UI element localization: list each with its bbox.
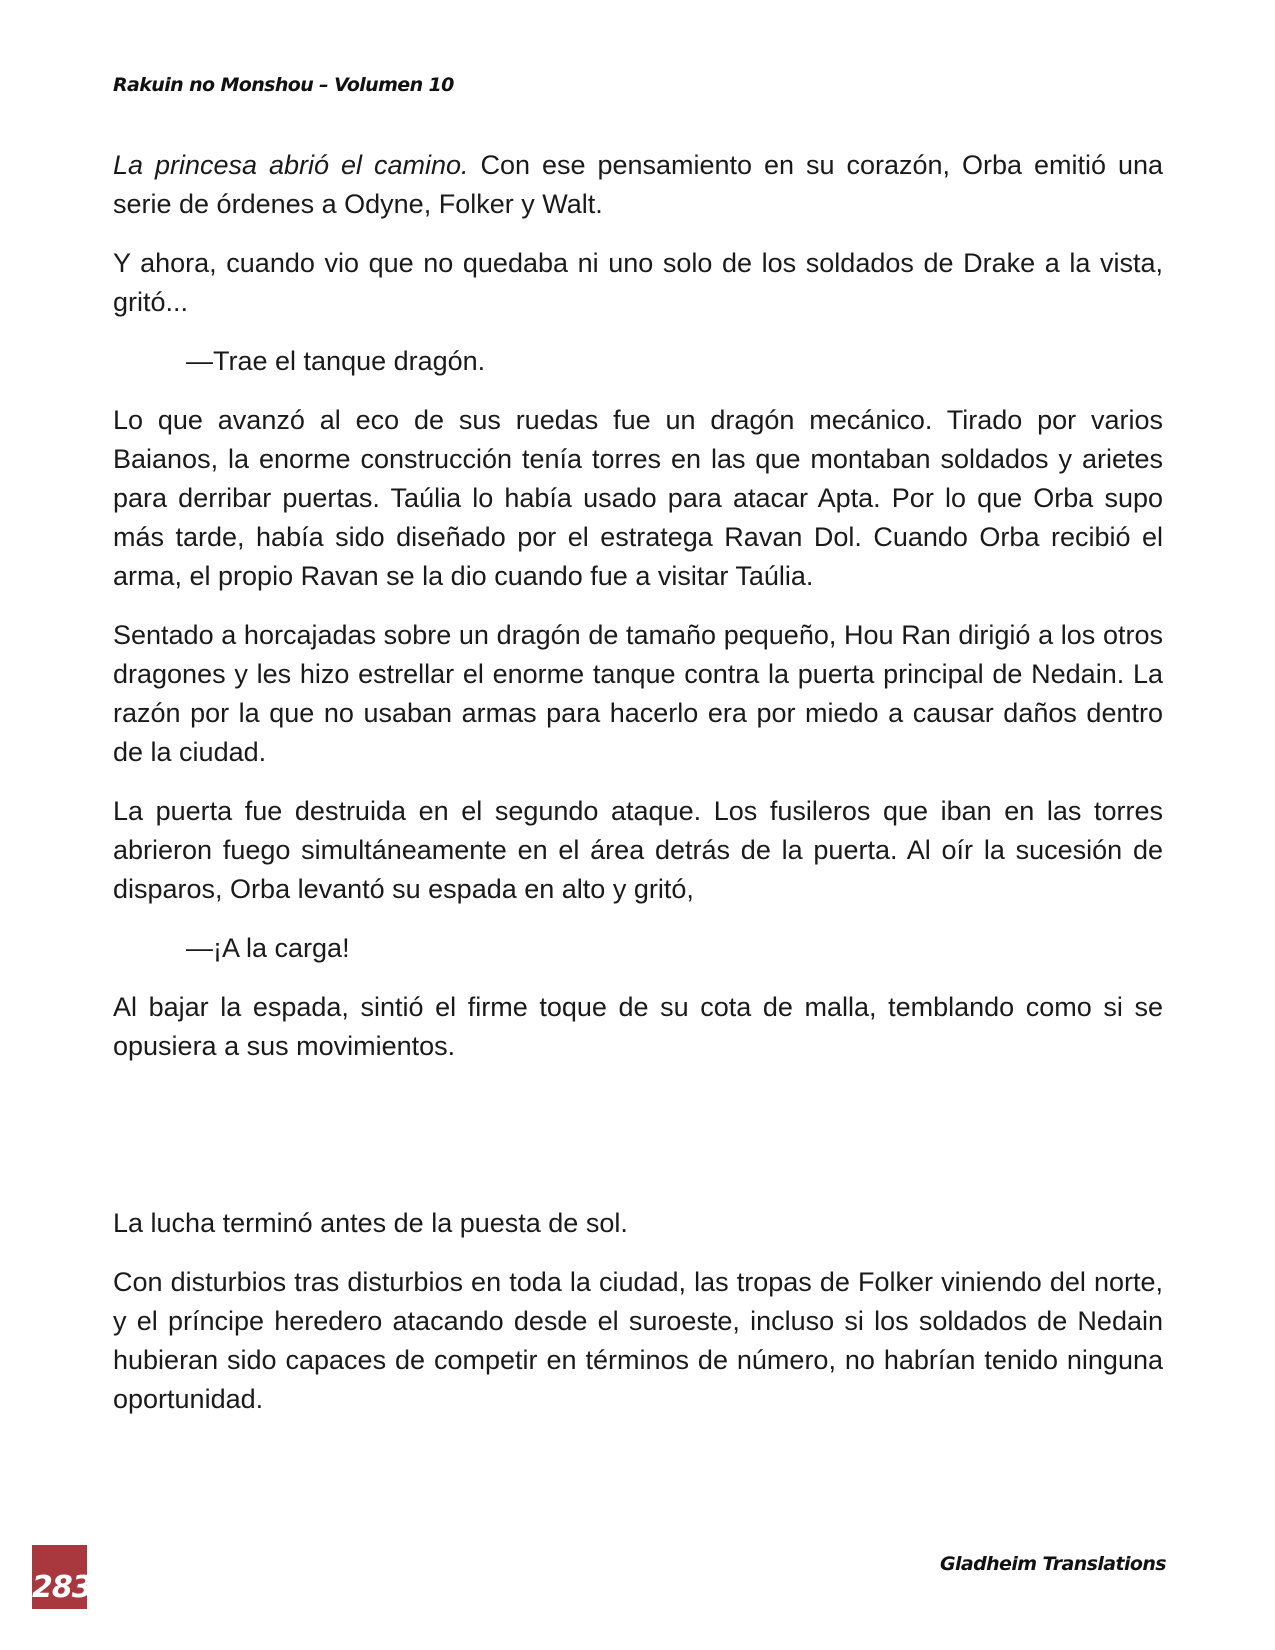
paragraph bbox=[113, 146, 1163, 224]
paragraph: Con disturbios tras disturbios en toda la ciudad, las tropas de Folker viniendo del norte, y el príncipe heredero atacando desde el suroeste, incluso si los soldados de Nedain hubieran sido capaces de competir en términos de número, no habrían tenido ninguna oportunidad. bbox=[113, 1267, 1163, 1414]
paragraph: La puerta fue destruida en el segundo ataque. Los fusileros que iban en las torres abrieron fuego simultáneamente en el área detrás de la puerta. Al oír la sucesión de disparos, Orba levantó su espada en alto y gritó, bbox=[113, 796, 1163, 904]
dialogue-line: —Trae el tanque dragón. bbox=[186, 346, 486, 376]
paragraph: Y ahora, cuando vio que no quedaba ni uno solo de los soldados de Drake a la vista, gritó... bbox=[113, 248, 1163, 317]
dialogue-line: —¡A la carga! bbox=[186, 933, 350, 963]
paragraph: Sentado a horcajadas sobre un dragón de tamaño pequeño, Hou Ran dirigió a los otros dragones y les hizo estrellar el enorme tanque contra la puerta principal de Nedain. La razón por la que no usaban armas para hacerlo era por miedo a causar daños dentro de la ciudad. bbox=[113, 620, 1163, 767]
paragraph-text: Con ese pensamiento en su corazón, Orba emitió una serie de órdenes a Odyne, Folker y Walt. bbox=[113, 150, 1163, 219]
paragraph: La lucha terminó antes de la puesta de sol. bbox=[113, 1208, 628, 1238]
footer-credit: Gladheim Translations bbox=[940, 1553, 1166, 1575]
page-body bbox=[113, 146, 1163, 1439]
page-number: 283 bbox=[32, 1570, 92, 1605]
italic-phrase: La princesa abrió el camino. bbox=[113, 150, 469, 180]
paragraph: Lo que avanzó al eco de sus ruedas fue un dragón mecánico. Tirado por varios Baianos, la enorme construcción tenía torres en las que montaban soldados y arietes para derribar puertas. Taúlia lo había usado para atacar Apta. Por lo que Orba supo más tarde, había sido diseñado por el estratega Ravan Dol. Cuando Orba recibió el arma, el propio Ravan se la dio cuando fue a visitar Taúlia. bbox=[113, 405, 1163, 591]
running-header: Rakuin no Monshou – Volumen 10 bbox=[113, 74, 454, 96]
scene-break bbox=[113, 1086, 1163, 1204]
paragraph: Al bajar la espada, sintió el firme toque de su cota de malla, temblando como si se opusiera a sus movimientos. bbox=[113, 992, 1163, 1061]
